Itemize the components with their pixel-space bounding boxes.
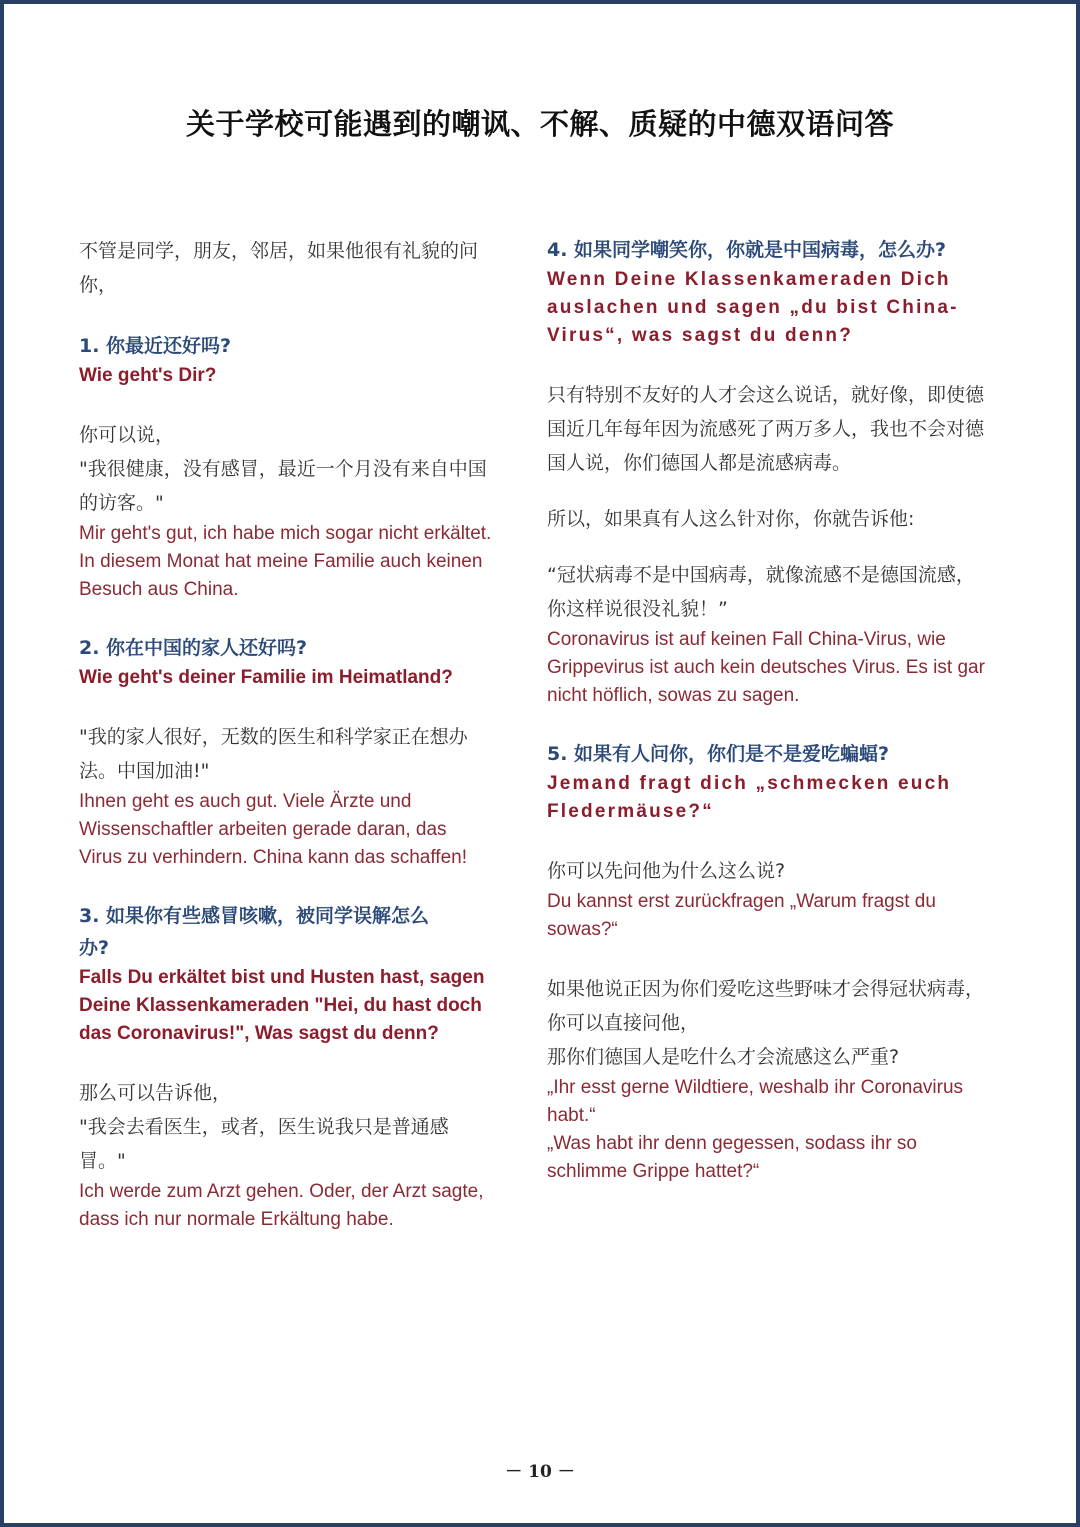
question-3-zh: 3. 如果你有些感冒咳嗽，被同学误解怎么办? [79, 905, 430, 959]
page-title: 关于学校可能遇到的嘲讽、不解、质疑的中德双语问答 [185, 107, 894, 141]
question-4-de: Wenn Deine Klassenkameraden Dich auslachen und sagen „du bist China-Virus“, was sagst du denn? [547, 269, 959, 346]
answer-5-de-1: Du kannst erst zurückfragen „Warum fragst du sowas?“ [547, 891, 936, 940]
right-column [547, 234, 992, 1186]
answer-4-de: Coronavirus ist auf keinen Fall China-Virus, wie Grippevirus ist auch kein deutsches Virus. Es ist gar nicht höflich, sowas zu sagen. [547, 629, 985, 706]
answer-1-zh-intro: 你可以说， [79, 424, 175, 446]
question-1-de: Wie geht's Dir? [79, 365, 217, 386]
answer-3-de: Ich werde zum Arzt gehen. Oder, der Arzt sagte, dass ich nur normale Erkältung habe. [79, 1181, 484, 1230]
question-5-de: Jemand fragt dich „schmecken euch Fledermäuse?“ [547, 773, 952, 822]
answer-5-zh-1: 你可以先问他为什么这么说? [547, 860, 786, 882]
question-2-de: Wie geht's deiner Familie im Heimatland? [79, 667, 453, 688]
question-1-zh: 1. 你最近还好吗? [79, 335, 232, 357]
left-column [79, 234, 494, 1234]
intro-text: 不管是同学，朋友，邻居，如果他很有礼貌的问你， [79, 240, 479, 296]
answer-4-zh-3: “冠状病毒不是中国病毒，就像流感不是德国流感，你这样说很没礼貌！” [547, 564, 975, 620]
question-3-de: Falls Du erkältet bist und Husten hast, sagen Deine Klassenkameraden "Hei, du hast doch das Coronavirus!", Was sagst du denn? [79, 967, 485, 1044]
answer-1-de: Mir geht's gut, ich habe mich sogar nicht erkältet. In diesem Monat hat meine Familie auch keinen Besuch aus China. [79, 523, 492, 600]
answer-5-de-3: „Was habt ihr denn gegessen, sodass ihr so schlimme Grippe hattet?“ [547, 1133, 917, 1182]
answer-2-de: Ihnen geht es auch gut. Viele Ärzte und Wissenschaftler arbeiten gerade daran, das Virus zu verhindern. China kann das schaffen! [79, 791, 467, 868]
answer-5-zh-3: 那你们德国人是吃什么才会流感这么严重? [547, 1046, 900, 1068]
answer-3-zh-intro: 那么可以告诉他， [79, 1082, 232, 1104]
answer-4-zh-1: 只有特别不友好的人才会这么说话，就好像，即使德国近几年每年因为流感死了两万多人，我也不会对德国人说，你们德国人都是流感病毒。 [547, 384, 985, 474]
answer-5-zh-2: 如果他说正因为你们爱吃这些野味才会得冠状病毒，你可以直接问他， [547, 978, 985, 1034]
answer-1-zh: "我很健康，没有感冒，最近一个月没有来自中国的访客。" [79, 458, 487, 514]
question-4-zh: 4. 如果同学嘲笑你，你就是中国病毒，怎么办? [547, 239, 947, 261]
question-5-zh: 5. 如果有人问你，你们是不是爱吃蝙蝠? [547, 743, 890, 765]
page-number: － 10 － [505, 1462, 575, 1482]
answer-4-zh-2: 所以，如果真有人这么针对你，你就告诉他: [547, 508, 915, 530]
answer-5-de-2: „Ihr esst gerne Wildtiere, weshalb ihr Coronavirus habt.“ [547, 1077, 964, 1126]
answer-3-zh: "我会去看医生，或者，医生说我只是普通感冒。" [79, 1116, 449, 1172]
answer-2-zh: "我的家人很好，无数的医生和科学家正在想办法。中国加油!" [79, 726, 468, 782]
question-2-zh: 2. 你在中国的家人还好吗? [79, 637, 308, 659]
